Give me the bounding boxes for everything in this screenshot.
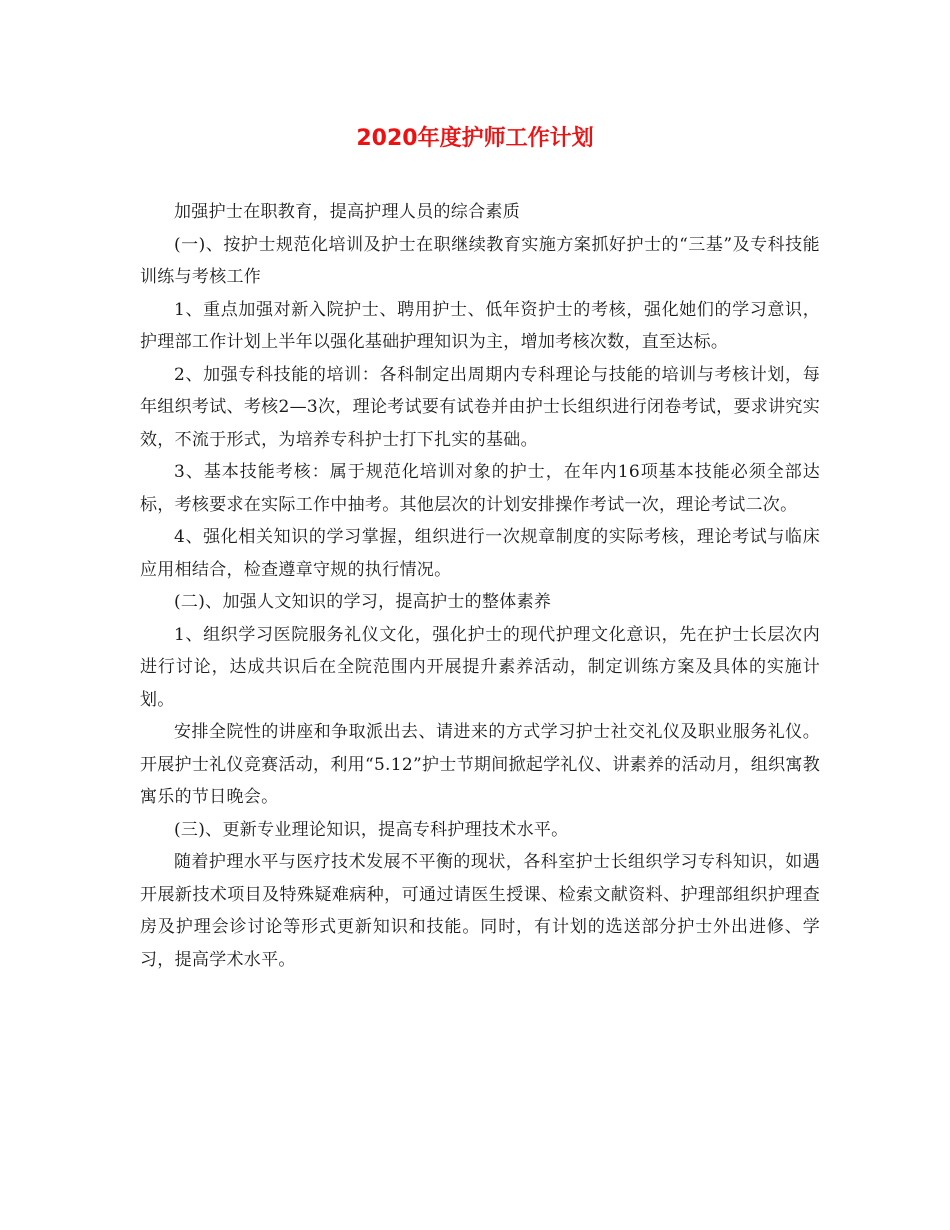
paragraph-section-1-heading: (一)、按护士规范化培训及护士在职继续教育实施方案抓好护士的“三基”及专科技能训练与考核工作 [140, 234, 820, 287]
paragraph-section-2-heading: (二)、加强人文知识的学习，提高护士的整体素养 [174, 592, 552, 612]
paragraph-item-1: 1、重点加强对新入院护士、聘用护士、低年资护士的考核，强化她们的学习意识，护理部工作计划上半年以强化基础护理知识为主，增加考核次数，直至达标。 [140, 299, 820, 352]
paragraph-item-4: 4、强化相关知识的学习掌握，组织进行一次规章制度的实际考核，理论考试与临床应用相结合，检查遵章守规的执行情况。 [140, 527, 820, 580]
paragraph-section-2-detail: 安排全院性的讲座和争取派出去、请进来的方式学习护士社交礼仪及职业服务礼仪。开展护士礼仪竞赛活动，利用“5.12”护士节期间掀起学礼仪、讲素养的活动月，组织寓教寓乐的节日晚会。 [140, 722, 820, 807]
paragraph-intro: 加强护士在职教育，提高护理人员的综合素质 [174, 202, 520, 222]
document-body [140, 196, 820, 976]
paragraph-section-2-item-1: 1、组织学习医院服务礼仪文化，强化护士的现代护理文化意识，先在护士长层次内进行讨论，达成共识后在全院范围内开展提升素养活动，制定训练方案及具体的实施计划。 [140, 624, 820, 710]
paragraph-item-3: 3、基本技能考核：属于规范化培训对象的护士，在年内16项基本技能必须全部达标，考核要求在实际工作中抽考。其他层次的计划安排操作考试一次，理论考试二次。 [140, 462, 820, 515]
document-title: 2020年度护师工作计划 [356, 126, 594, 151]
paragraph-section-3-detail: 随着护理水平与医疗技术发展不平衡的现状，各科室护士长组织学习专科知识，如遇开展新技术项目及特殊疑难病种，可通过请医生授课、检索文献资料、护理部组织护理查房及护理会诊讨论等形式更新知识和技能。同时，有计划的选送部分护士外出进修、学习，提高学术水平。 [140, 852, 820, 970]
paragraph-section-3-heading: (三)、更新专业理论知识，提高专科护理技术水平。 [174, 819, 569, 840]
paragraph-item-2: 2、加强专科技能的培训：各科制定出周期内专科理论与技能的培训与考核计划，每年组织考试、考核2—3次，理论考试要有试卷并由护士长组织进行闭卷考试，要求讲究实效，不流于形式，为培养专科护士打下扎实的基础。 [140, 364, 820, 450]
